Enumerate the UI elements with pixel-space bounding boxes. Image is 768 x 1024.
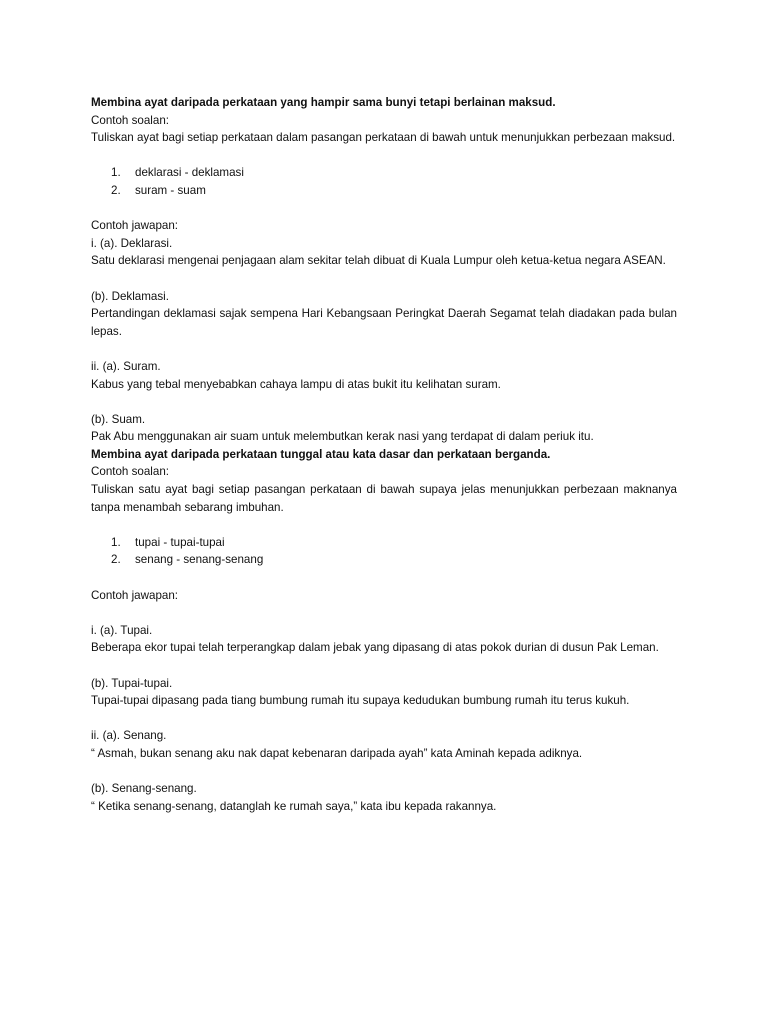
answer-label: (b). Senang-senang. [91, 782, 197, 796]
answer-label: (b). Deklamasi. [91, 289, 169, 303]
section2-instruction: Tuliskan satu ayat bagi setiap pasangan perkataan di bawah supaya jelas menunjukkan perbezaan maknanya tanpa menambah sebarang imbuhan. [91, 483, 677, 514]
answer-label: ii. (a). Suram. [91, 359, 161, 373]
list-item: 2. senang - senang-senang [111, 553, 264, 567]
section1-word-list [91, 164, 677, 199]
list-item: 1. tupai - tupai-tupai [111, 535, 225, 549]
answer-sentence: “ Ketika senang-senang, datanglah ke rumah saya,” kata ibu kepada rakannya. [91, 799, 497, 813]
section2-question-label: Contoh soalan: [91, 465, 169, 479]
section1-instruction: Tuliskan ayat bagi setiap perkataan dalam pasangan perkataan di bawah untuk menunjukkan perbezaan maksud. [91, 131, 676, 145]
answer-sentence: Kabus yang tebal menyebabkan cahaya lampu di atas bukit itu kelihatan suram. [91, 377, 501, 391]
answer-sentence: Tupai-tupai dipasang pada tiang bumbung rumah itu supaya kedudukan bumbung rumah itu terus kukuh. [91, 694, 630, 708]
section1-answer-label: Contoh jawapan: [91, 219, 179, 233]
section2-answer-label: Contoh jawapan: [91, 588, 179, 602]
section1-question-label: Contoh soalan: [91, 113, 169, 127]
section2-word-list [91, 534, 677, 569]
list-item: 2. suram - suam [111, 183, 206, 197]
answer-label: ii. (a). Senang. [91, 729, 167, 743]
answer-sentence: Beberapa ekor tupai telah terperangkap dalam jebak yang dipasang di atas pokok durian di dusun Pak Leman. [91, 641, 659, 655]
answer-sentence: “ Asmah, bukan senang aku nak dapat kebenaran daripada ayah” kata Aminah kepada adiknya. [91, 746, 583, 760]
answer-sentence: Pertandingan deklamasi sajak sempena Hari Kebangsaan Peringkat Daerah Segamat telah diadakan pada bulan lepas. [91, 307, 677, 338]
document-page [91, 94, 677, 815]
answer-sentence: Pak Abu menggunakan air suam untuk melembutkan kerak nasi yang terdapat di dalam periuk itu. [91, 430, 594, 444]
answer-label: (b). Suam. [91, 412, 146, 426]
answer-label: i. (a). Deklarasi. [91, 236, 173, 250]
answer-label: (b). Tupai-tupai. [91, 676, 173, 690]
list-item: 1. deklarasi - deklamasi [111, 166, 244, 180]
section1-heading: Membina ayat daripada perkataan yang hampir sama bunyi tetapi berlainan maksud. [91, 96, 556, 109]
answer-sentence: Satu deklarasi mengenai penjagaan alam sekitar telah dibuat di Kuala Lumpur oleh ketua-ketua negara ASEAN. [91, 254, 666, 268]
answer-label: i. (a). Tupai. [91, 623, 153, 637]
section2-heading: Membina ayat daripada perkataan tunggal atau kata dasar dan perkataan berganda. [91, 447, 551, 461]
